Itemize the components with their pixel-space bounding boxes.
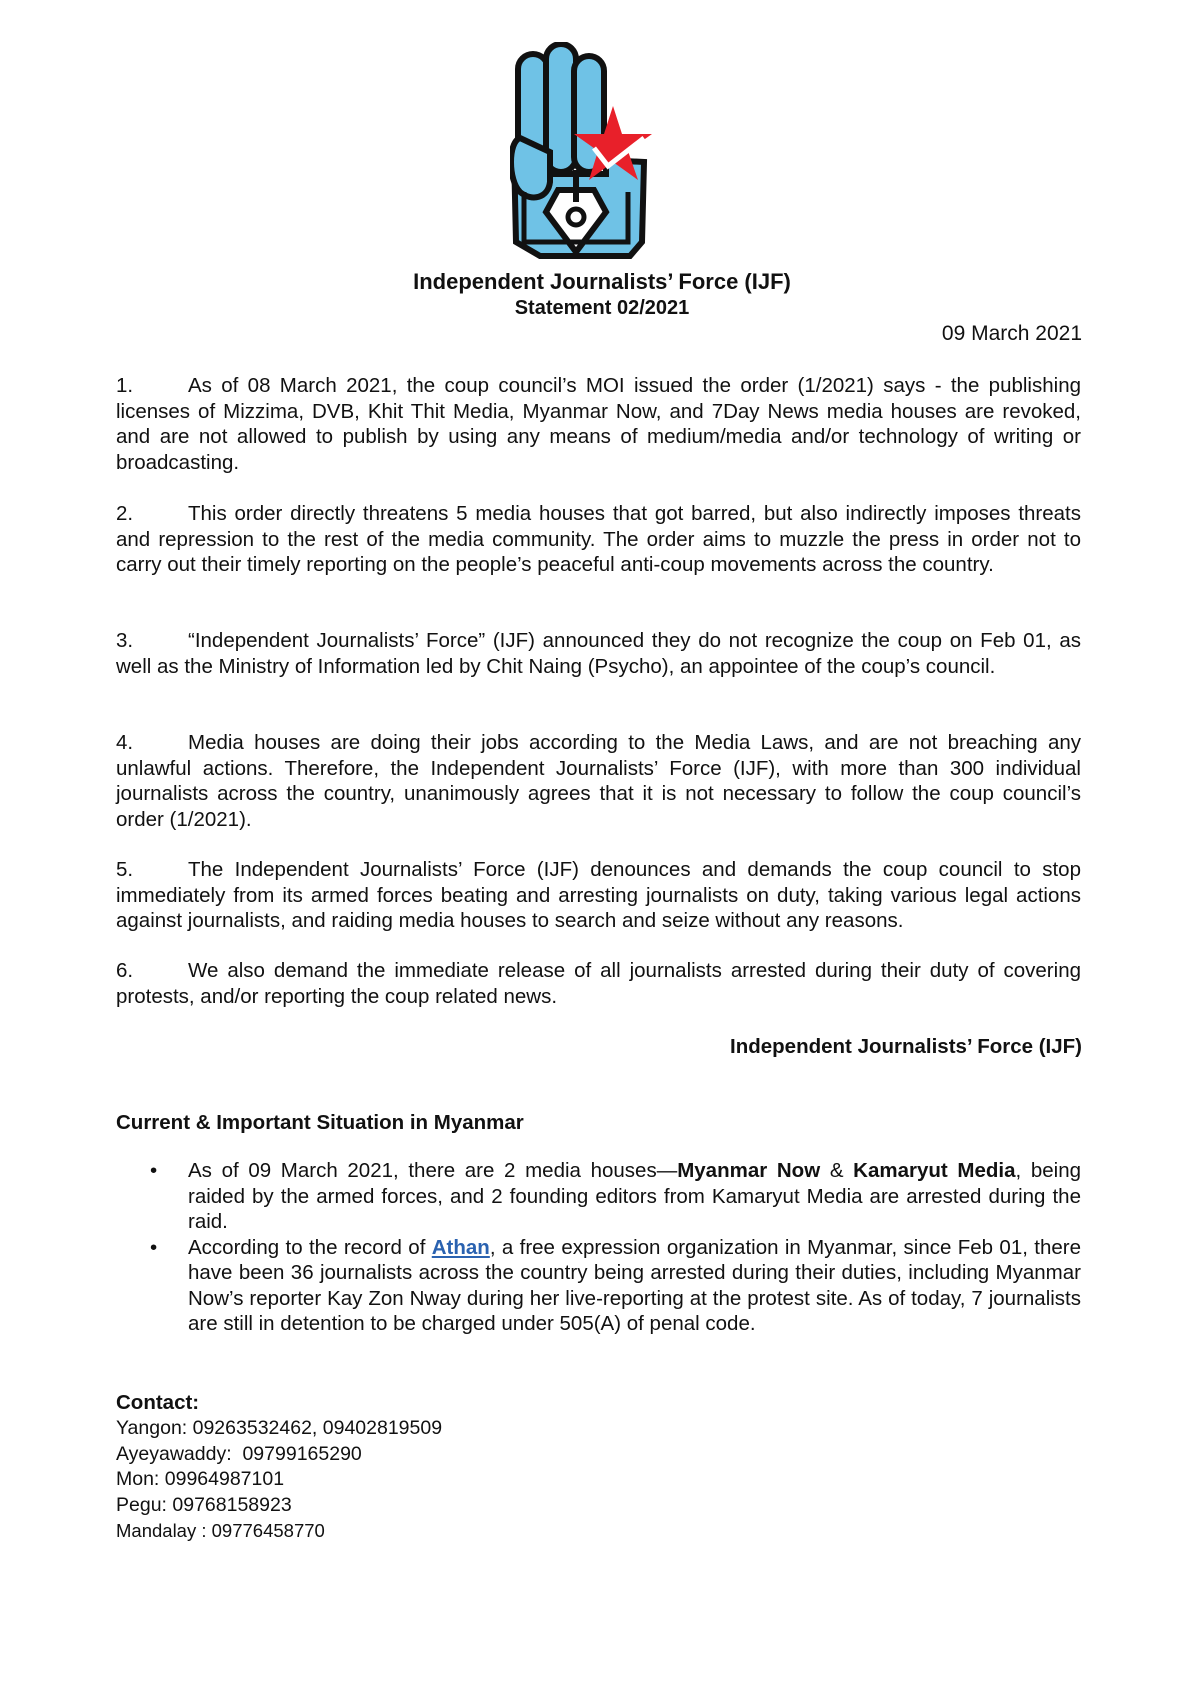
paragraph-3: [116, 628, 1081, 679]
situation-list: [116, 1158, 1081, 1337]
signature: Independent Journalists’ Force (IJF): [730, 1035, 1082, 1058]
statement-date: 09 March 2021: [941, 322, 1082, 345]
media-house-name: Kamaryut Media: [853, 1159, 1016, 1182]
list-item: • As of 09 March 2021, there are 2 media houses—Myanmar Now & Kamaryut Media, being raided by the armed forces, and 2 founding editors from Kamaryut Media are arrested during the raid.: [150, 1159, 1081, 1233]
paragraph-text: This order directly threatens 5 media houses that got barred, but also indirectly imposes threats and repression to the rest of the media community. The order aims to muzzle the press in order not to carry out their timely reporting on the people’s peaceful anti-coup movements across the country.: [116, 502, 1081, 576]
contact-list: [116, 1416, 442, 1544]
contact-entry: Mon: 09964987101: [116, 1468, 285, 1490]
paragraph-6: [116, 958, 1081, 1009]
logo-thumb: [511, 138, 550, 197]
paragraph-text: “Independent Journalists’ Force” (IJF) announced they do not recognize the coup on Feb 01, as well as the Ministry of Information led by Chit Naing (Psycho), an appointee of the coup’s council.: [116, 629, 1081, 678]
paragraph-1: [116, 373, 1081, 475]
statement-title: Statement 02/2021: [514, 297, 690, 319]
bullet-icon: •: [150, 1235, 158, 1259]
paragraph-number: 6.: [116, 959, 134, 982]
contact-entry: Ayeyawaddy: 09799165290: [116, 1442, 362, 1465]
paragraph-number: 3.: [116, 629, 134, 652]
paragraph-number: 2.: [116, 502, 134, 525]
contact-entry: Pegu: 09768158923: [116, 1493, 292, 1516]
paragraph-4: [116, 730, 1081, 832]
contact-title: Contact:: [116, 1391, 200, 1414]
paragraph-text: Media houses are doing their jobs according to the Media Laws, and are not breaching any unlawful actions. Therefore, the Independent Journalists’ Force (IJF), with more than 300 individual journalists across the country, unanimously agrees that it is not necessary to follow the coup council’s order (1/2021).: [116, 731, 1081, 831]
contact-entry: Yangon: 09263532462, 09402819509: [116, 1417, 443, 1439]
athan-link[interactable]: Athan: [431, 1235, 490, 1259]
paragraph-5: [116, 857, 1081, 934]
paragraph-text: We also demand the immediate release of all journalists arrested during their duty of covering protests, and/or reporting the coup related news.: [116, 959, 1081, 1008]
logo-nib-hole: [568, 209, 584, 225]
organization-title: Independent Journalists’ Force (IJF): [413, 269, 791, 294]
paragraph-text: As of 08 March 2021, the coup council’s MOI issued the order (1/2021) says - the publishing licenses of Mizzima, DVB, Khit Thit Media, Myanmar Now, and 7Day News media houses are revoked, and are not allowed to publish by using any means of medium/media and/or technology of writing or broadcasting.: [116, 374, 1081, 474]
paragraph-number: 1.: [116, 374, 134, 397]
media-house-name: Myanmar Now: [677, 1159, 821, 1182]
contact-entry: Mandalay : 09776458770: [116, 1520, 325, 1541]
paragraph-2: [116, 501, 1081, 578]
list-item: • According to the record of Athan, a free expression organization in Myanmar, since Feb 01, there have been 36 journalists across the country being arrested during their duties, including Myanmar Now’s reporter Kay Zon Nway during her live-reporting at the protest site. As of today, 7 journalists are still in detention to be charged under 505(A) of penal code.: [150, 1235, 1082, 1335]
ijf-logo: [510, 42, 660, 260]
bullet-icon: •: [150, 1159, 158, 1182]
paragraph-number: 4.: [116, 731, 134, 754]
situation-title: Current & Important Situation in Myanmar: [116, 1111, 524, 1134]
paragraph-text: The Independent Journalists’ Force (IJF) denounces and demands the coup council to stop immediately from its armed forces beating and arresting journalists on duty, taking various legal actions against journalists, and raiding media houses to search and seize without any reasons.: [116, 858, 1081, 932]
paragraph-number: 5.: [116, 858, 134, 881]
